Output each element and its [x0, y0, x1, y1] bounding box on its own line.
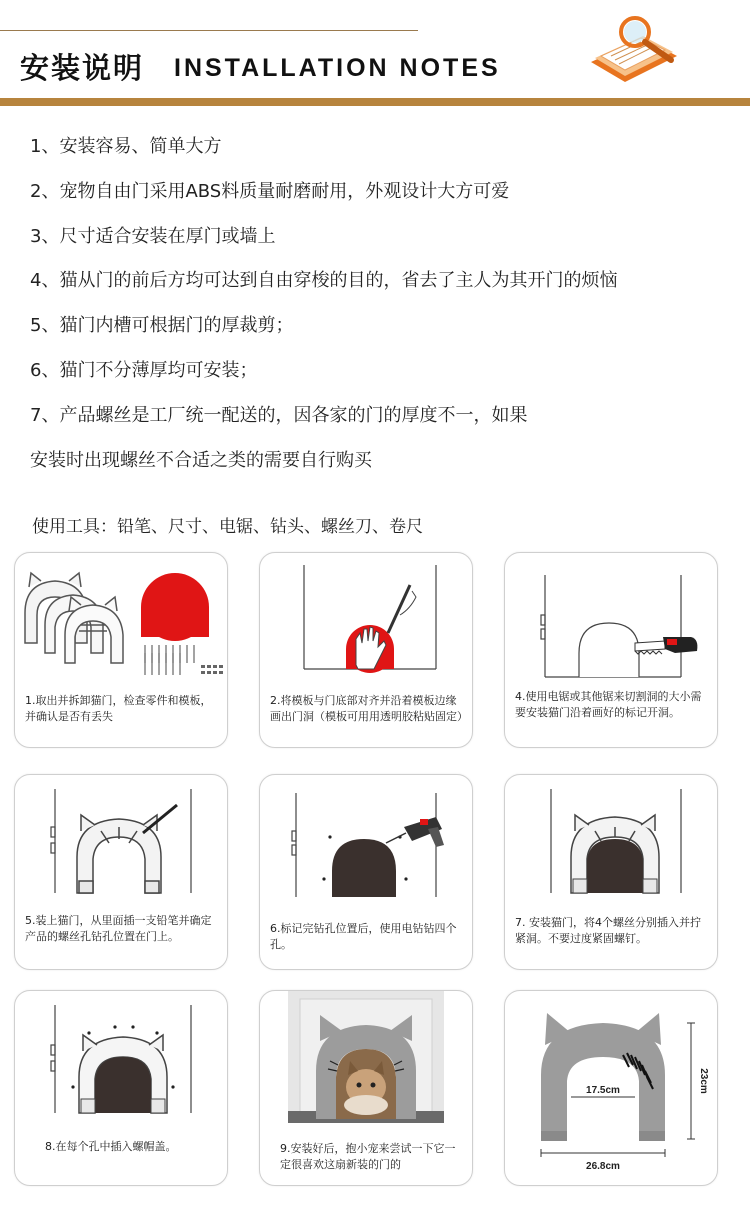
step-caption: 2.将模板与门底部对齐并沿着模板边缘画出门洞（模板可用用透明胶粘贴固定）: [270, 694, 468, 723]
header-gold-bar: [0, 98, 750, 106]
note-item: 5、猫门内槽可根据门的厚裁剪；: [30, 315, 294, 337]
step-card-7: [14, 990, 228, 1186]
step-card-4: [14, 774, 228, 970]
inner-width-label: 17.5cm: [586, 1085, 620, 1096]
outer-width-label: 26.8cm: [586, 1161, 620, 1172]
step-card-2: [259, 552, 473, 748]
pencil-icon: [388, 585, 416, 633]
pencil-icon: [143, 805, 177, 833]
note-item: 7、产品螺丝是工厂统一配送的，因各家的门的厚度不一，如果: [30, 404, 528, 426]
page-title-en: INSTALLATION NOTES: [174, 54, 501, 82]
drill-icon: [386, 817, 444, 847]
step-caption: 7. 安装猫门，将4个螺丝分别插入并拧紧洞。不要过度紧固螺钉。: [515, 916, 701, 945]
note-item: 6、猫门不分薄厚均可安装；: [30, 359, 258, 381]
notes-list: [30, 136, 750, 494]
page-title-cn: 安装说明: [20, 51, 145, 85]
height-label: 23cm: [698, 1068, 709, 1094]
step-card-5: [259, 774, 473, 970]
note-item: 2、宠物自由门采用ABS料质量耐磨耐用，外观设计大方可爱: [30, 180, 510, 202]
step-card-3: [504, 552, 718, 748]
step-caption: 4.使用电锯或其他锯来切割洞的大小需要安装猫门沿着画好的标记开洞。: [515, 690, 702, 719]
saw-icon: [635, 637, 697, 654]
tools-line: 使用工具：铅笔、尺寸、电锯、钻头、螺丝刀、卷尺: [32, 517, 423, 537]
step-caption: 5.装上猫门，从里面插一支铅笔并确定产品的螺丝孔钻孔位置在门上。: [25, 914, 212, 943]
product-dimensions-illustration: [505, 991, 717, 1185]
step-caption: 8.在每个孔中插入螺帽盖。: [45, 1140, 177, 1153]
header-top-line: [0, 30, 418, 31]
step-card-6: [504, 774, 718, 970]
note-item: 1、安装容易、简单大方: [30, 136, 222, 157]
note-item: 安装时出现螺丝不合适之类的需要自行购买: [30, 449, 372, 471]
step-card-9: [504, 990, 718, 1186]
note-item: 3、尺寸适合安装在厚门或墙上: [30, 225, 276, 247]
magnifier-document-icon: [585, 12, 685, 92]
step-card-8: [259, 990, 473, 1186]
screw-icon: [145, 645, 194, 675]
screw-caps-illustration: [15, 991, 227, 1185]
note-item: 4、猫从门的前后方均可达到自由穿梭的目的，省去了主人为其开门的烦恼: [30, 270, 618, 292]
step-caption: 1.取出并拆卸猫门，检查零件和模板，并确认是否有丢失: [25, 694, 212, 723]
step-card-1: [14, 552, 228, 748]
step-caption: 9.安装好后，抱小宠来尝试一下它一定很喜欢这扇新装的门的: [280, 1142, 456, 1171]
step-caption: 6.标记完钻孔位置后，使用电钻钻四个孔。: [270, 922, 457, 951]
